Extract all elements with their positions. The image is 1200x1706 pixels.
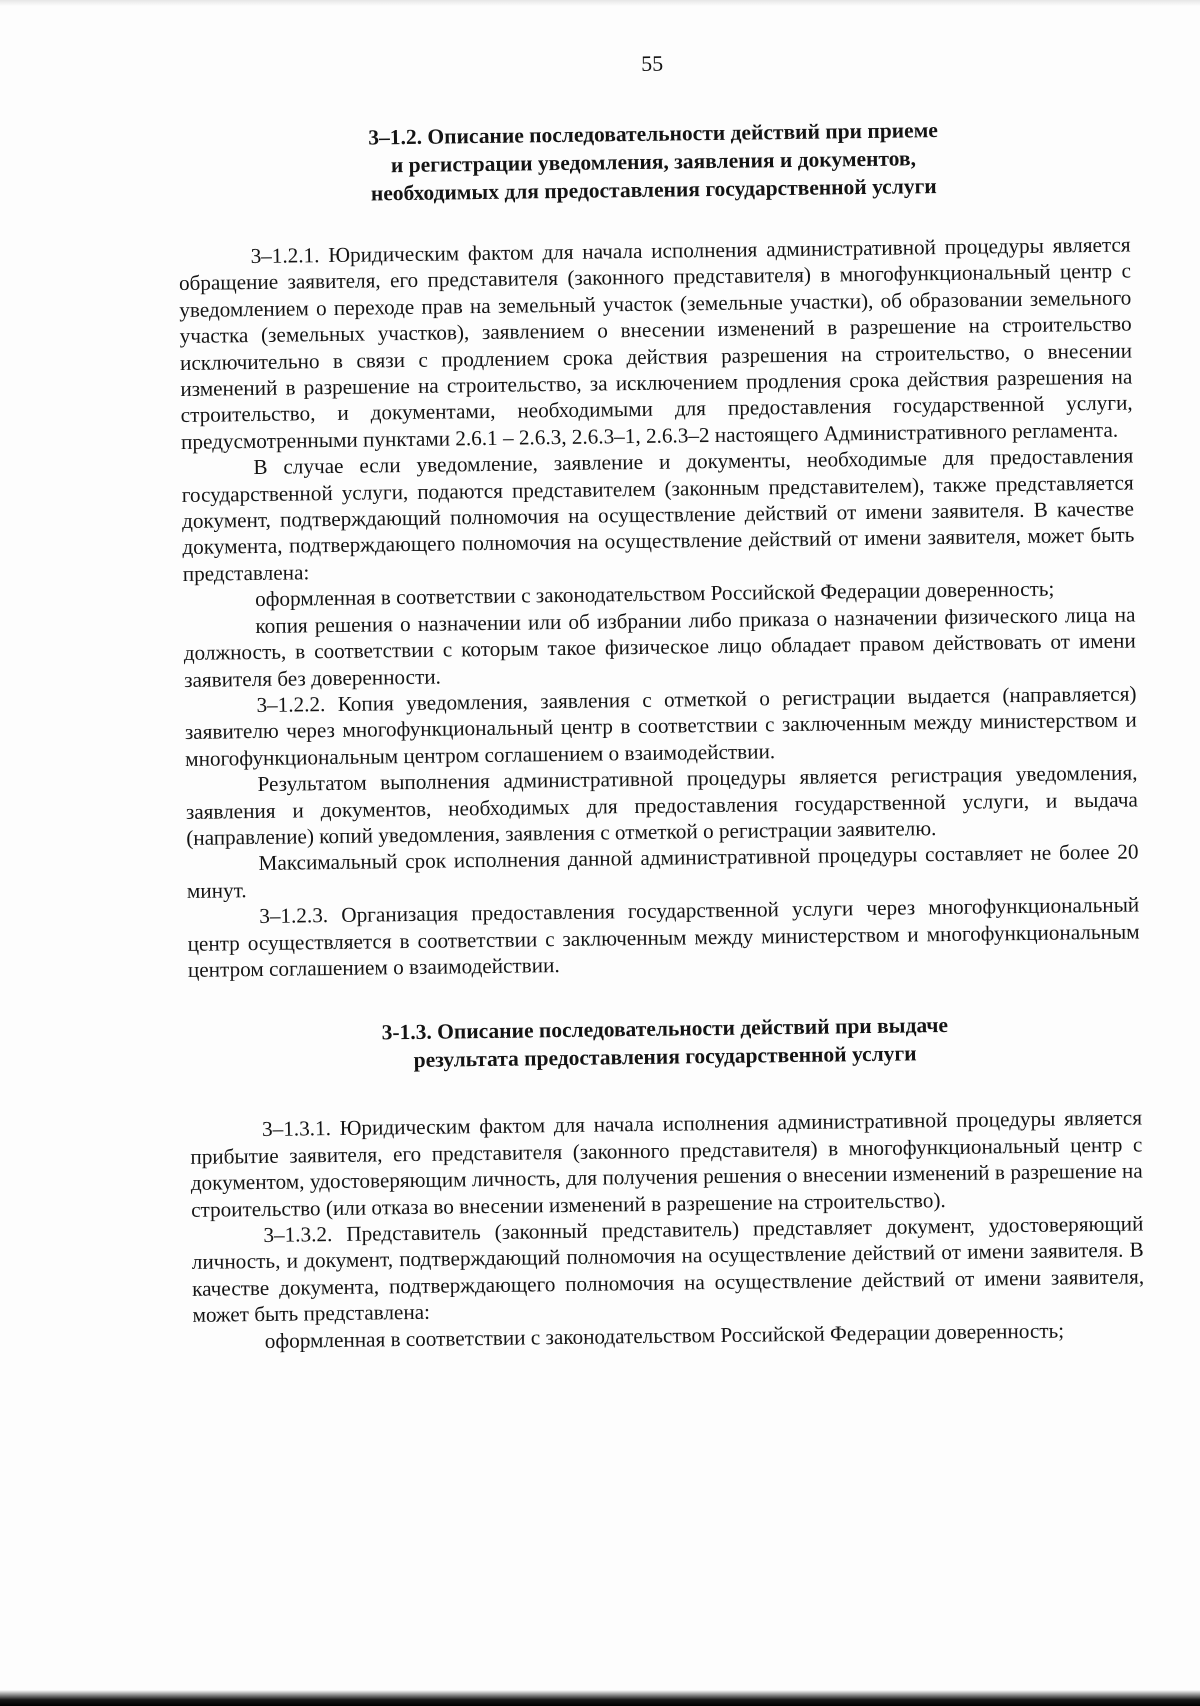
paragraph-3-1-2-3: 3–1.2.3. Организация предоставления государственной услуги через многофункциональный центр осуществляется в соответствии с заключенным между министерством и многофункциональным центром соглашением о взаимодействии. [187,892,1140,982]
paragraph-3-1-3-1: 3–1.3.1. Юридическим фактом для начала исполнения административной процедуры является прибытие заявителя, его представителя (законного представителя) в многофункциональный центр с документом, удостоверяющим личность, для получения решения о внесении изменений в разрешение на строительство (или отказа во внесении изменений в разрешение на строительство). [190,1105,1143,1222]
section-body-3-1-3 [190,1105,1145,1355]
heading-line: 3-1.3. Описание последовательности действий при выдаче [381,1013,949,1045]
section-heading-3-1-3 [189,1009,1142,1077]
paragraph-3-1-3-2: 3–1.3.2. Представитель (законный представитель) представляет документ, удостоверяющий личность, и документ, подтверждающий полномочия на осуществление действий от имени заявителя. В качестве документа, подтверждающего полномочия на осуществление действий от имени заявителя, может быть представлена: [191,1211,1145,1328]
paragraph-3-1-2-1: 3–1.2.1. Юридическим фактом для начала исполнения административной процедуры является обращение заявителя, его представителя (законного представителя) в многофункциональный центр с уведомлением о переходе прав на земельный участок (земельные участки), об образовании земельного участка (земельных участков), заявлением о внесении изменений в разрешение на строительство исключительно в связи с продлением срока действия разрешения на строительство, о внесении изменений в разрешение на строительство, за исключением продления срока действия разрешения на строительство, и документами, необходимыми для предоставления государственной услуги, предусмотренными пунктами 2.6.1 – 2.6.3, 2.6.3–1, 2.6.3–2 настоящего Административного регламента. [178,232,1133,454]
paragraph-representative: В случае если уведомление, заявление и документы, необходимые для предоставления государственной услуги, подаются представителем (законным представителем), также представляется документ, подтверждающий полномочия на осуществление действий от имени заявителя. В качестве документа, подтверждающего полномочия на осуществление действий от имени заявителя, может быть представлена: [181,443,1135,586]
scan-top-edge [0,0,1200,6]
section-body-3-1-2 [178,232,1140,984]
heading-line: и регистрации уведомления, заявления и документов, [390,146,917,178]
heading-line: необходимых для предоставления государственной услуги [370,174,937,206]
paragraph-3-1-2-2: 3–1.2.2. Копия уведомления, заявления с отметкой о регистрации выдается (направляется) заявителю через многофункциональный центр в соответствии с заключенным между министерством и многофункциональным центром соглашением о взаимодействии. [184,681,1137,771]
page-number: 55 [640,50,664,76]
paragraph-power-of-attorney: оформленная в соответствии с законодательством Российской Федерации доверенность; [264,1318,1065,1353]
heading-line: результата предоставления государственной услуги [413,1041,917,1073]
heading-line: 3–1.2. Описание последовательности действий при приеме [368,118,938,150]
paragraph-max-time: Максимальный срок исполнения данной административной процедуры составляет не более 20 минут. [186,839,1139,903]
paragraph-appointment-copy: копия решения о назначении или об избрании либо приказа о назначении физического лица на должность, в соответствии с которым такое физическое лицо обладает правом действовать от имени заявителя без доверенности. [183,602,1136,692]
scan-bottom-edge [0,1690,1200,1706]
page-content [176,44,1145,1355]
paragraph-power-of-attorney: оформленная в соответствии с законодательством Российской Федерации доверенность; [254,576,1055,612]
section-heading-3-1-2 [177,114,1130,210]
paragraph-result: Результатом выполнения административной процедуры является регистрация уведомления, заявления и документов, необходимых для предоставления государственной услуги, и выдача (направление) копий уведомления, заявления с отметкой о регистрации заявителю. [185,760,1138,850]
